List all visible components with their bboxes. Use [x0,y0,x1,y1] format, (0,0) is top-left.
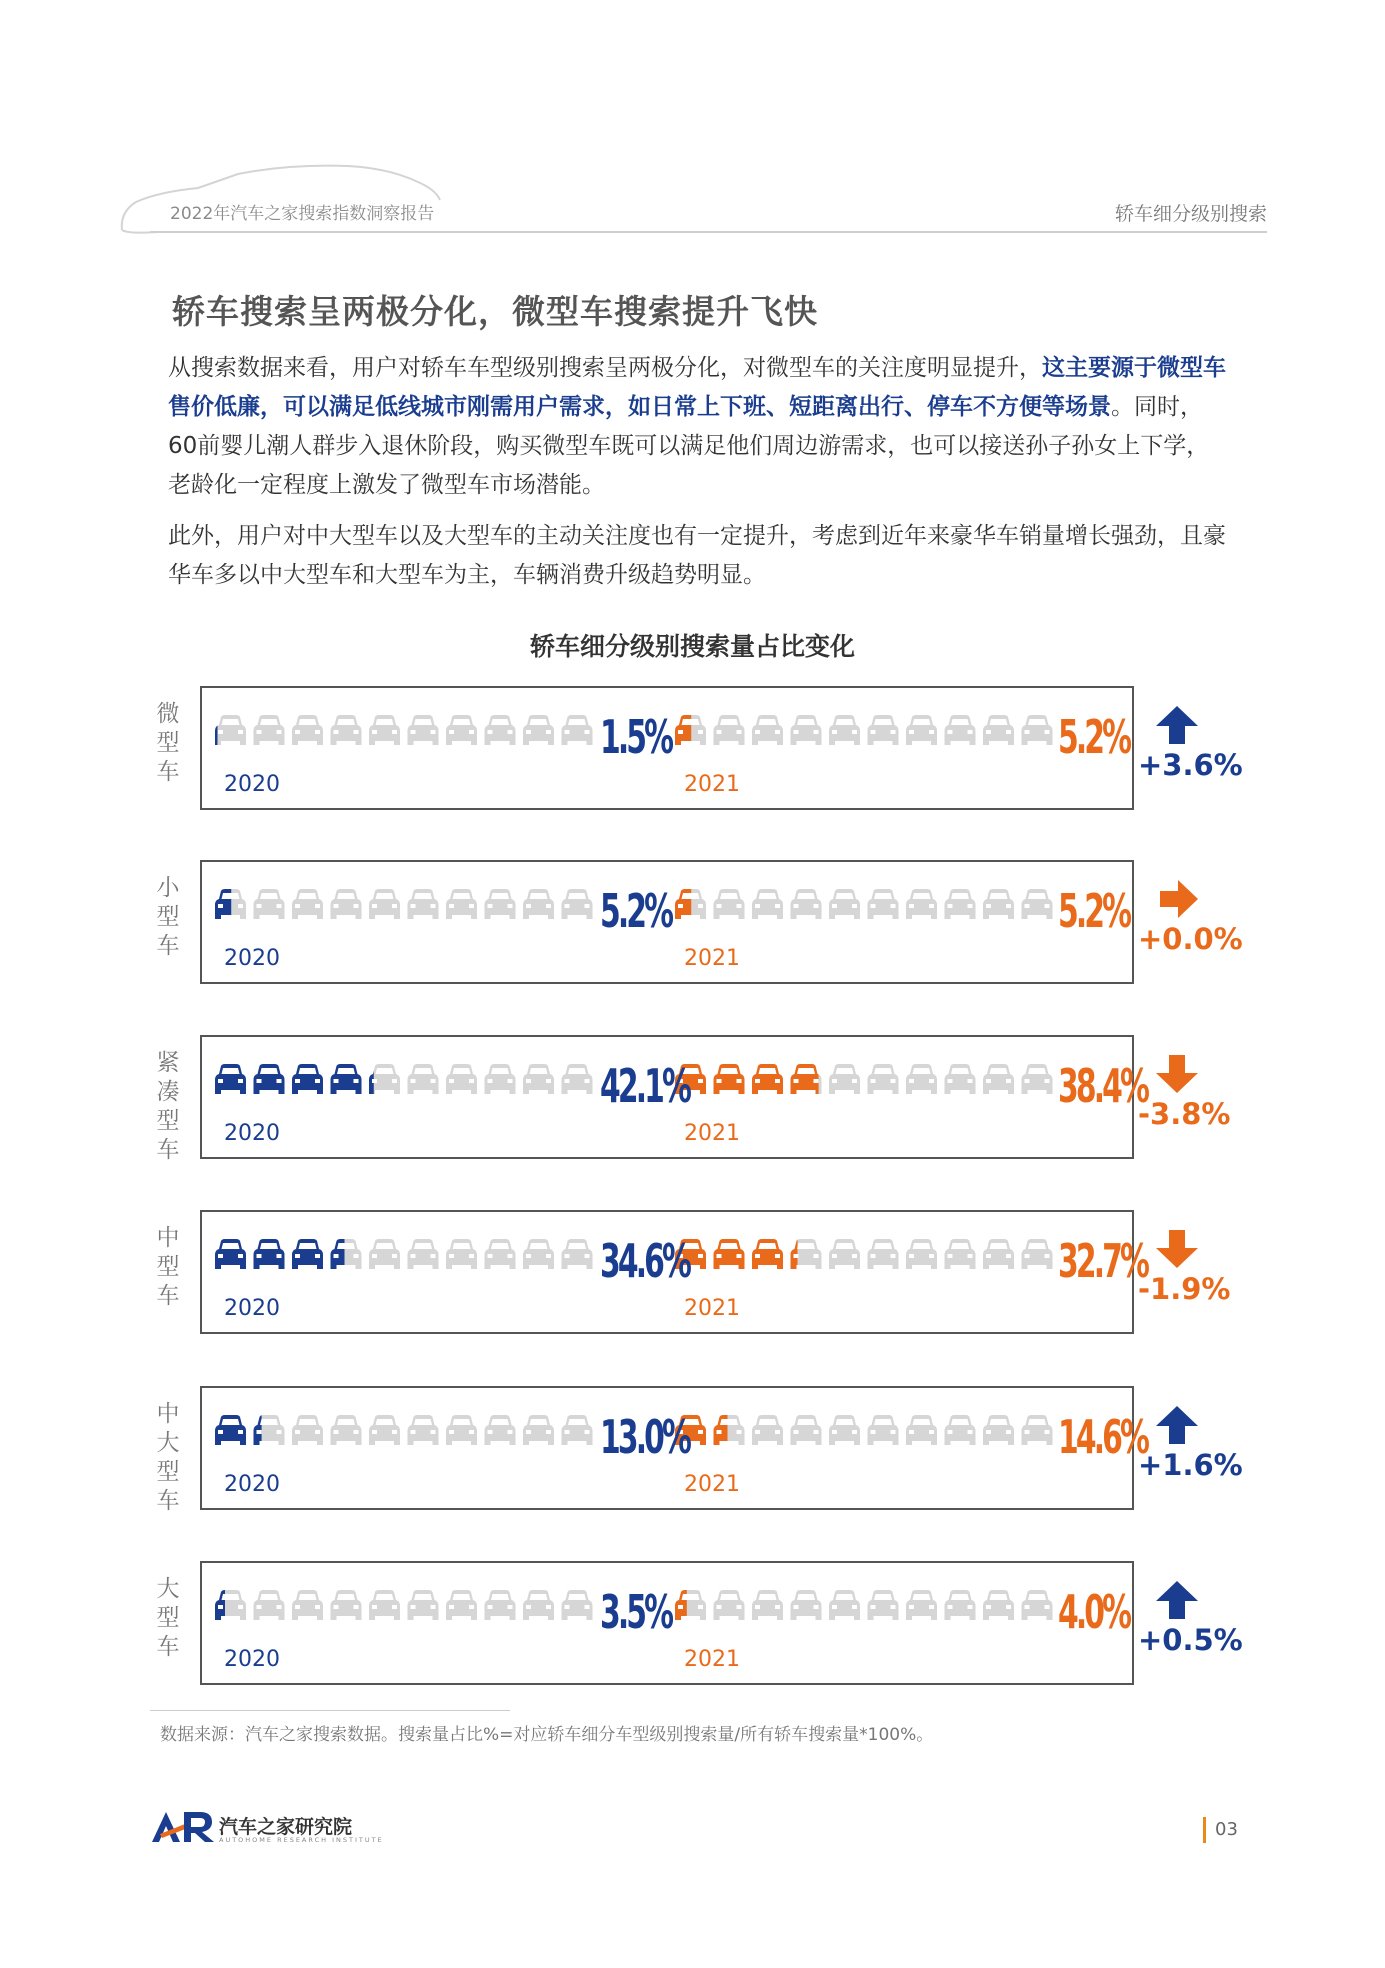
car-2021-icon [906,1590,937,1620]
value-2020: 42.1% [600,1059,689,1113]
car-2020-icon [369,1064,400,1094]
car-2020-icon [562,715,593,745]
car-2020-icon [408,1064,439,1094]
pictogram-box [200,1561,1134,1685]
car-2020-icon [485,1415,516,1445]
car-2021-icon [829,889,860,919]
car-2021-icon [1022,1064,1053,1094]
arrow-up-icon [1152,1404,1202,1446]
value-2021: 4.0% [1058,1585,1130,1639]
car-2020-icon [331,1064,362,1094]
car-2020-icon [446,715,477,745]
page-marker [1203,1817,1206,1843]
car-2020-icon [331,1239,362,1269]
car-2020-icon [485,1590,516,1620]
change-value: -3.8% [1138,1097,1231,1131]
car-2021-icon [945,1064,976,1094]
category-label: 中大型车 [156,1401,180,1514]
footnote-divider [150,1710,510,1711]
car-2020-icon [446,1415,477,1445]
year-2020-label: 2020 [224,1647,280,1672]
car-2021-icon [1022,1590,1053,1620]
car-2020-icon [254,1590,285,1620]
value-2021: 38.4% [1058,1059,1147,1113]
car-2020-icon [215,1415,246,1445]
car-2021-icon [714,1415,745,1445]
pictogram-box [200,1035,1147,1159]
car-2020-icon [369,1590,400,1620]
car-2020-icon [215,1590,246,1620]
car-2020-icon [292,1239,323,1269]
car-2021-icon [906,715,937,745]
car-2021-icon [906,889,937,919]
car-2020-icon [523,889,554,919]
chart-row [0,1035,1385,1163]
car-2021-icon [906,1239,937,1269]
car-2021-icon [906,1064,937,1094]
car-2021-icon [983,715,1014,745]
car-2021-icon [791,715,822,745]
value-2021: 32.7% [1058,1234,1147,1288]
chart-row [0,686,1385,810]
car-2020-icon [523,1064,554,1094]
car-2021-icon [868,1590,899,1620]
arrow-down-icon [1152,1053,1202,1095]
car-2020-icon [369,1239,400,1269]
car-2021-icon [752,1064,783,1094]
car-2020-icon [485,715,516,745]
car-2020-icon [292,1064,323,1094]
year-2021-label: 2021 [684,1296,740,1321]
car-2020-icon [408,1239,439,1269]
value-2021: 5.2% [1058,710,1130,764]
car-2021-icon [868,1064,899,1094]
car-2021-icon [714,1064,745,1094]
car-2021-icon [868,715,899,745]
car-2021-icon [945,1415,976,1445]
value-2020: 1.5% [600,710,672,764]
value-2020: 5.2% [600,884,672,938]
logo-text: 汽车之家研究院 [219,1816,353,1838]
car-2021-icon [829,715,860,745]
chart-row [0,860,1385,984]
footnote: 数据来源：汽车之家搜索数据。搜索量占比%=对应轿车细分车型级别搜索量/所有轿车搜索量*100%。 [160,1725,934,1745]
page-number: 03 [1215,1819,1238,1840]
car-2021-icon [752,1239,783,1269]
paragraph-2: 此外，用户对中大型车以及大型车的主动关注度也有一定提升，考虑到近年来豪华车销量增长强劲，且豪华车多以中大型车和大型车为主，车辆消费升级趋势明显。 [168,523,1226,588]
car-2020-icon [408,1590,439,1620]
car-2020-icon [562,1415,593,1445]
car-2021-icon [983,1590,1014,1620]
car-2021-icon [791,1590,822,1620]
car-2021-icon [791,889,822,919]
category-label: 中型车 [156,1225,180,1309]
car-2020-icon [215,1239,246,1269]
chart-title: 轿车细分级别搜索量占比变化 [529,632,855,661]
category-label: 小型车 [156,875,180,959]
car-2021-icon [906,1415,937,1445]
car-2020-icon [485,1064,516,1094]
car-2021-icon [1022,1415,1053,1445]
change-value: +1.6% [1138,1448,1243,1482]
value-2020: 34.6% [600,1234,689,1288]
car-2020-icon [562,1239,593,1269]
car-2020-icon [292,889,323,919]
category-label: 大型车 [156,1576,180,1660]
year-2021-label: 2021 [684,1121,740,1146]
car-2021-icon [868,1415,899,1445]
car-2020-icon [485,889,516,919]
car-2020-icon [331,889,362,919]
change-value: +0.0% [1138,922,1243,956]
car-2020-icon [215,889,246,919]
value-2021: 14.6% [1058,1410,1147,1464]
car-2020-icon [562,889,593,919]
car-2020-icon [369,1415,400,1445]
pictogram-box [200,686,1134,810]
car-2021-icon [752,1415,783,1445]
paragraph-1 [168,349,1228,505]
chart-row [0,1210,1385,1334]
change-value: +3.6% [1138,748,1243,782]
car-2021-icon [791,1415,822,1445]
car-2020-icon [485,1239,516,1269]
car-2021-icon [1022,1239,1053,1269]
car-2021-icon [945,889,976,919]
car-2021-icon [945,1239,976,1269]
value-2020: 3.5% [600,1585,672,1639]
year-2021-label: 2021 [684,772,740,797]
logo-icon [150,1808,216,1844]
car-2021-icon [829,1239,860,1269]
car-2021-icon [714,889,745,919]
chart-row [0,1386,1385,1514]
pictogram-box [200,860,1134,984]
car-2020-icon [254,1239,285,1269]
category-label: 微型车 [156,701,180,785]
year-2020-label: 2020 [224,1296,280,1321]
car-2020-icon [408,889,439,919]
logo-subtext: AUTOHOME RESEARCH INSTITUTE [219,1836,384,1844]
header-divider [150,231,1267,233]
car-2021-icon [791,1239,822,1269]
category-label: 紧凑型车 [156,1050,180,1163]
value-2021: 5.2% [1058,884,1130,938]
car-2020-icon [562,1064,593,1094]
car-2020-icon [215,715,246,745]
car-2020-icon [254,889,285,919]
car-2020-icon [408,715,439,745]
car-2021-icon [983,1239,1014,1269]
car-2021-icon [983,889,1014,919]
car-2020-icon [408,1415,439,1445]
car-2021-icon [714,1590,745,1620]
report-title: 2022年汽车之家搜索指数洞察报告 [170,204,435,224]
car-2021-icon [829,1590,860,1620]
arrow-right-icon [1152,878,1202,920]
year-2020-label: 2020 [224,1121,280,1146]
car-2021-icon [945,715,976,745]
page-title: 轿车搜索呈两极分化，微型车搜索提升飞快 [172,292,818,331]
car-2020-icon [446,1590,477,1620]
car-2020-icon [369,715,400,745]
car-2021-icon [752,715,783,745]
car-2021-icon [791,1064,822,1094]
year-2020-label: 2020 [224,1472,280,1497]
car-2021-icon [675,715,706,745]
change-value: -1.9% [1138,1272,1231,1306]
car-2020-icon [331,715,362,745]
arrow-up-icon [1152,704,1202,746]
car-2020-icon [523,715,554,745]
pictogram-box [200,1386,1147,1510]
chart-row [0,1561,1385,1685]
car-2020-icon [292,1415,323,1445]
year-2021-label: 2021 [684,1472,740,1497]
car-2021-icon [829,1415,860,1445]
value-2020: 13.0% [600,1410,689,1464]
year-2020-label: 2020 [224,772,280,797]
car-2021-icon [752,889,783,919]
car-2020-icon [331,1590,362,1620]
paragraph-1-text-a: 从搜索数据来看，用户对轿车车型级别搜索呈两极分化，对微型车的关注度明显提升， [168,355,1042,381]
car-2021-icon [714,1239,745,1269]
car-2020-icon [523,1415,554,1445]
car-2020-icon [562,1590,593,1620]
car-2021-icon [945,1590,976,1620]
pictogram-box [200,1210,1147,1334]
car-2020-icon [331,1415,362,1445]
car-2021-icon [983,1064,1014,1094]
car-2020-icon [292,715,323,745]
car-2021-icon [868,889,899,919]
paragraph-1-highlight: 这主要源于微型车售价低廉，可以满足低线城市刚需用户需求，如日常上下班、短距离出行、停车不方便等场景 [168,355,1226,420]
car-2020-icon [446,1064,477,1094]
car-2020-icon [446,1239,477,1269]
car-2020-icon [292,1590,323,1620]
section-title: 轿车细分级别搜索 [1114,203,1267,225]
car-2021-icon [675,1590,706,1620]
car-2021-icon [983,1415,1014,1445]
car-2020-icon [215,1064,246,1094]
car-2020-icon [523,1590,554,1620]
car-2020-icon [523,1239,554,1269]
arrow-up-icon [1152,1579,1202,1621]
change-value: +0.5% [1138,1623,1243,1657]
car-2021-icon [752,1590,783,1620]
car-2020-icon [254,1064,285,1094]
car-2021-icon [868,1239,899,1269]
year-2020-label: 2020 [224,946,280,971]
car-2021-icon [1022,715,1053,745]
car-2021-icon [714,715,745,745]
car-2021-icon [675,889,706,919]
paragraph-1-text-b: 。同时，60前婴儿潮人群步入退休阶段，购买微型车既可以满足他们周边游需求，也可以接送孙子孙女上下学，老龄化一定程度上激发了微型车市场潜能。 [168,394,1210,498]
car-2020-icon [369,889,400,919]
car-2020-icon [446,889,477,919]
car-2020-icon [254,715,285,745]
car-2021-icon [829,1064,860,1094]
car-2021-icon [1022,889,1053,919]
arrow-down-icon [1152,1228,1202,1270]
year-2021-label: 2021 [684,1647,740,1672]
car-2020-icon [254,1415,285,1445]
year-2021-label: 2021 [684,946,740,971]
